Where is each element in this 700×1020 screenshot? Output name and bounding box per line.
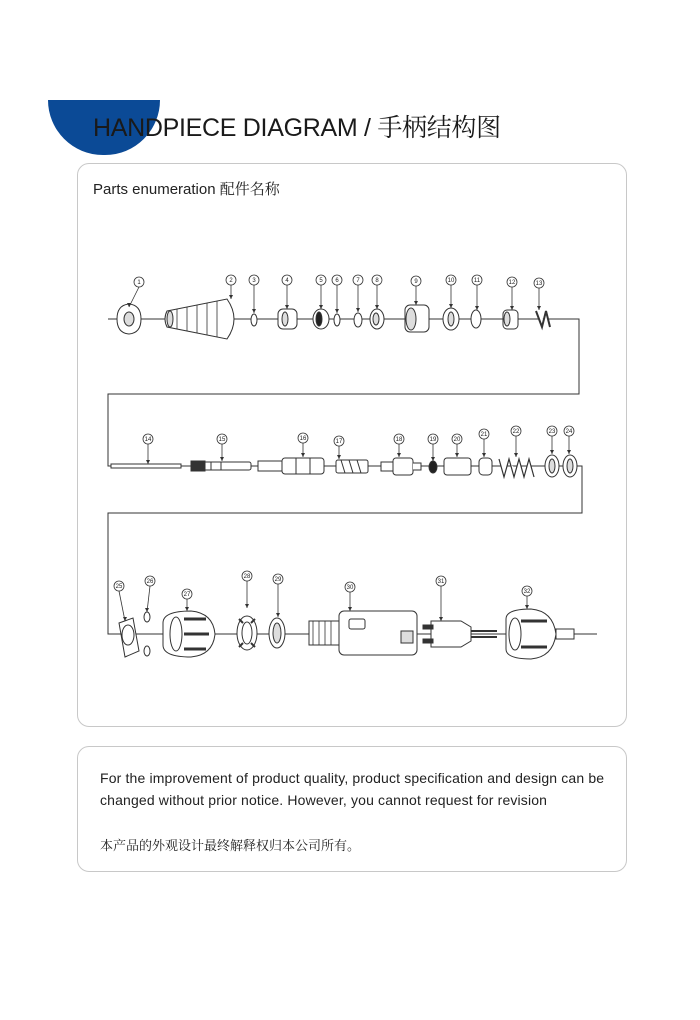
callout-number: 23: [548, 429, 556, 436]
page-title: HANDPIECE DIAGRAM / 手柄结构图: [93, 114, 501, 142]
callout-number: 10: [447, 278, 455, 285]
callout-number: 12: [508, 280, 516, 287]
callout-number: 6: [335, 278, 339, 285]
callout-7: [353, 275, 363, 312]
callout-number: 22: [512, 429, 520, 436]
callout-number: 14: [144, 437, 152, 444]
part-13-spring: [536, 311, 550, 327]
part-20-sleeve: [444, 458, 471, 475]
callout-number: 27: [183, 592, 191, 599]
callout-number: 1: [137, 280, 141, 287]
part-9-sleeve: [405, 305, 429, 332]
callout-19: [428, 434, 438, 461]
part-18-collet: [381, 458, 421, 475]
callout-22: [511, 426, 521, 457]
callout-number: 28: [243, 574, 251, 581]
part-5-bearing: [313, 309, 329, 329]
callout-6: [332, 275, 342, 313]
parts-heading: Parts enumeration 配件名称: [93, 181, 280, 198]
part-24-ring: [563, 455, 577, 477]
callout-25: [114, 581, 127, 621]
callout-number: 16: [299, 436, 307, 443]
part-4-bushing: [278, 309, 297, 329]
callout-29: [273, 574, 283, 617]
callout-11: [472, 275, 482, 310]
part-11-washer: [471, 310, 481, 328]
callout-26: [145, 576, 155, 612]
callout-15: [217, 434, 227, 461]
part-25-bracket: [119, 618, 139, 657]
callout-3: [249, 275, 259, 313]
part-21-bushing: [479, 458, 492, 475]
callout-number: 24: [565, 429, 573, 436]
callout-number: 26: [146, 579, 154, 586]
callout-number: 32: [523, 589, 531, 596]
part-17-thread-sleeve: [336, 460, 368, 473]
callout-27: [182, 589, 192, 611]
callout-number: 15: [218, 437, 226, 444]
part-10-bearing: [443, 308, 459, 330]
callout-14: [143, 434, 153, 464]
part-32-end-cap: [506, 609, 574, 659]
part-16-spindle-body: [258, 458, 324, 474]
exploded-parts-diagram: [78, 164, 626, 726]
callout-number: 9: [414, 279, 418, 286]
callout-1: [127, 277, 144, 307]
part-6-washer: [334, 314, 340, 326]
callout-number: 11: [473, 278, 481, 285]
callout-9: [411, 276, 421, 305]
callout-24: [564, 426, 574, 454]
callout-12: [507, 277, 517, 310]
callout-10: [446, 275, 456, 308]
part-30-handpiece-body: [309, 611, 417, 655]
callout-number: 2: [229, 278, 233, 285]
callout-number: 4: [285, 278, 289, 285]
callout-number: 5: [319, 278, 323, 285]
callout-number: 31: [437, 579, 445, 586]
callout-number: 3: [252, 278, 256, 285]
callout-31: [436, 576, 446, 621]
callout-number: 7: [356, 278, 360, 285]
callout-number: 30: [346, 585, 354, 592]
part-12-bushing: [503, 310, 518, 329]
callout-23: [547, 426, 557, 454]
callout-number: 13: [535, 281, 543, 288]
part-1-cap: [117, 304, 141, 334]
callout-number: 25: [115, 584, 123, 591]
callout-number: 20: [453, 437, 461, 444]
part-8-ring: [370, 309, 384, 329]
callout-number: 21: [480, 432, 488, 439]
diagram-panel: [77, 163, 627, 727]
callout-21: [479, 429, 489, 457]
callout-2: [226, 275, 236, 299]
part-29-ring: [237, 616, 257, 650]
part-19-oring: [429, 461, 437, 473]
notice-english: For the improvement of product quality, product specification and design can be changed without prior notice. However, you cannot request for revision: [100, 770, 605, 808]
callout-18: [394, 434, 404, 457]
part-3-clip: [251, 314, 257, 326]
callout-16: [298, 433, 308, 457]
notice-chinese: 本产品的外观设计最终解释权归本公司所有。: [100, 838, 361, 853]
callout-number: 19: [429, 437, 437, 444]
callout-13: [534, 278, 544, 310]
callout-number: 17: [335, 439, 343, 446]
part-22-spring: [499, 459, 534, 477]
callout-number: 8: [375, 278, 379, 285]
callout-5: [316, 275, 326, 309]
part-7-washer: [354, 313, 362, 327]
callout-17: [334, 436, 344, 459]
part-2-grip-sleeve: [165, 299, 234, 339]
callout-20: [452, 434, 462, 457]
part-28-washer: [269, 618, 285, 648]
part-15-spindle: [191, 461, 251, 471]
notice-panel: [77, 746, 627, 872]
part-27-lock-nut: [163, 611, 215, 657]
callout-number: 29: [274, 577, 282, 584]
callout-4: [282, 275, 292, 309]
callout-number: 18: [395, 437, 403, 444]
callout-30: [345, 582, 355, 611]
callout-8: [372, 275, 382, 309]
part-23-ring: [545, 455, 559, 477]
part-14-shaft: [111, 464, 181, 468]
callout-32: [522, 586, 532, 609]
callout-28: [242, 571, 252, 608]
